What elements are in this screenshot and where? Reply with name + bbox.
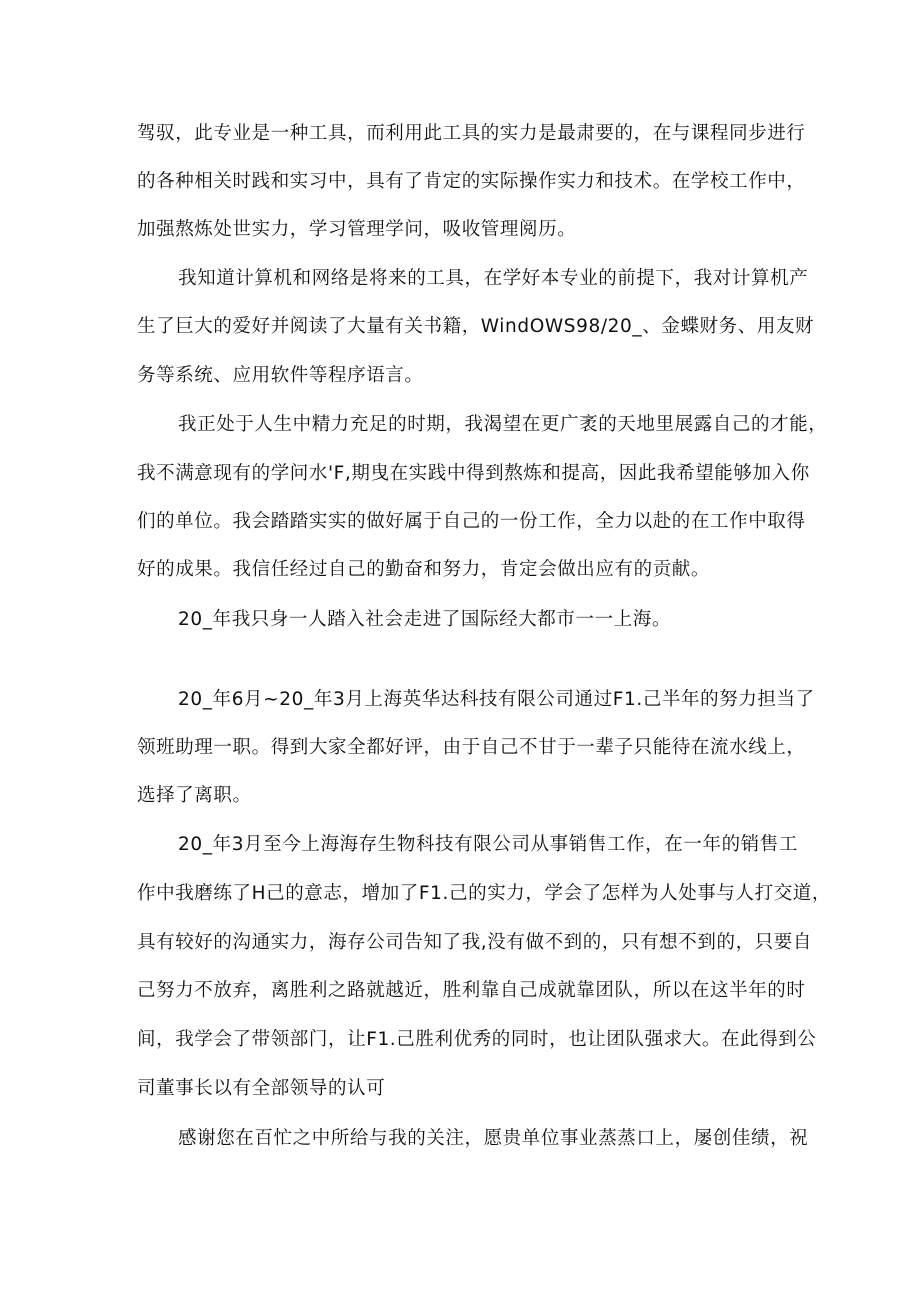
- text-line: 领班助理一职。得到大家全都好评，由于自己不甘于一辈子只能待在流水线上，: [137, 737, 806, 758]
- text-line: 选择了离职。: [137, 785, 252, 806]
- text-line: 我不满意现有的学问水'F,期曳在实践中得到熬炼和提高，因此我希望能够加入你: [137, 463, 810, 484]
- text-line: 作中我磨练了H己的意志，增加了F1.己的实力，学会了怎样为人处事与人打交道，: [137, 883, 832, 904]
- text-line: 生了巨大的爱好并阅读了大量有关书籍，WindOWS98/20_、金蝶财务、用友财: [137, 316, 815, 337]
- text-line: 己努力不放弃，离胜利之路就越近，胜利靠自己成就靠团队，所以在这半年的时: [137, 980, 806, 1001]
- text-line: 好的成果。我信任经过自己的勤奋和努力，肯定会做出应有的贡献。: [137, 559, 711, 580]
- text-line: 感谢您在百忙之中所给与我的关注，愿贵单位事业蒸蒸口上，屡创佳绩，祝: [178, 1128, 809, 1149]
- text-line: 20_年6月~20_年3月上海英华达科技有限公司通过F1.己半年的努力担当了: [178, 689, 815, 710]
- text-line: 20_年我只身一人踏入社会走进了国际经大都市一一上海。: [178, 609, 671, 630]
- text-line: 间，我学会了带领部门，让F1.己胜利优秀的同时，也让团队强求大。在此得到公: [137, 1029, 817, 1050]
- text-line: 我正处于人生中精力充足的时期，我渴望在更广袤的天地里展露自己的才能，: [178, 414, 828, 435]
- text-line: 们的单位。我会踏踏实实的做好属于自己的一份工作，全力以赴的在工作中取得: [137, 511, 806, 532]
- text-line: 我知道计算机和网络是将来的工具，在学好本专业的前提下，我对计算机产: [178, 268, 809, 289]
- text-line: 驾驭，此专业是一种工具，而利用此工具的实力是最肃要的，在与课程同步进行: [137, 123, 806, 144]
- text-line: 加强熬炼处世实力，学习管理学问，吸收管理阅历。: [137, 219, 577, 240]
- text-line: 务等系统、应用软件等程序语言。: [137, 365, 424, 386]
- text-line: 的各种相关时践和实习中，具有了肯定的实际操作实力和技术。在学校工作中，: [137, 171, 806, 192]
- text-line: 司董事长以有全部领导的认可: [137, 1078, 386, 1099]
- text-line: 具有较好的沟通实力，海存公司告知了我,没有做不到的，只有想不到的，只要自: [137, 932, 812, 953]
- text-line: 20_年3月至今上海海存生物科技有限公司从事销售工作，在一年的销售工: [178, 834, 798, 855]
